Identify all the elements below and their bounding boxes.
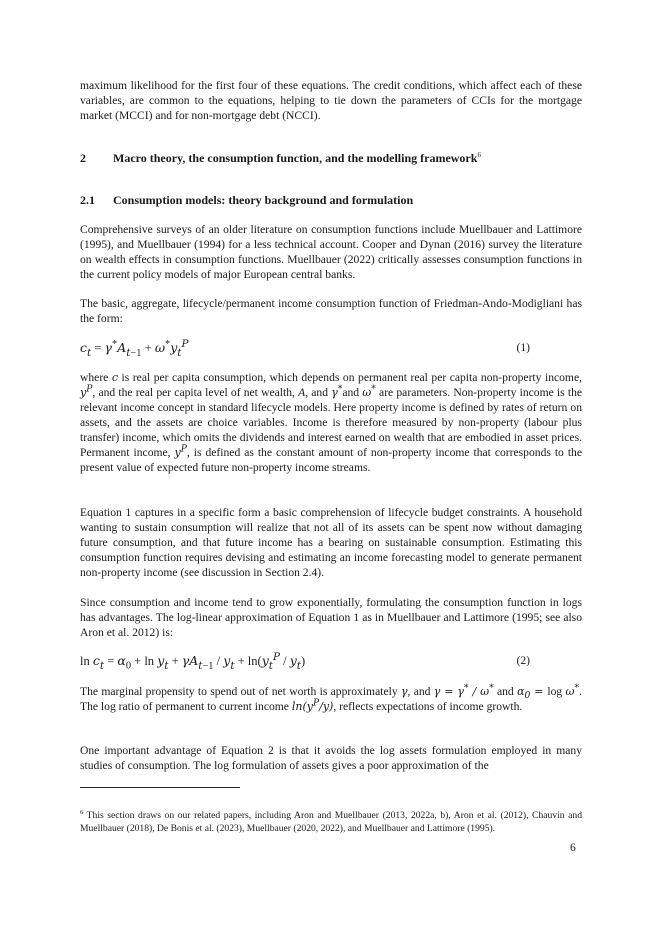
paragraph-marginal: The marginal propensity to spend out of net worth is approximately γ, and γ = γ* / ω* and $\alpha_0 = \log \omega^*$. The log ratio of permanent to current income $\ln(y^P/y)$, reflects expectations of income growth.	[80, 682, 582, 713]
paragraph-intro: maximum likelihood for the first four of these equations. The credit conditions, which affect each of these variables, are common to the equations, helping to tie down the parameters of CCIs for the mortgage market (MCCI) and for non-mortgage debt (NCCI).	[80, 79, 582, 122]
section-title: Macro theory, the consumption function, and the modelling framework	[113, 151, 478, 165]
equation-1-formula: $c_t = \gamma^*A_{t-1} + \omega^*y_t^P$	[80, 337, 189, 359]
footnote-mark: 6	[80, 808, 84, 816]
footnote-text: This section draws on our related papers, including Aron and Muellbauer (2013, 2022a, b), Aron et al. (2012), Chauvin and Muellbauer (2018), De Bonis et al. (2023), Muellbauer (2020, 2022), and Muellbauer and Lattimore (1995).	[80, 810, 582, 834]
section-number: 2.1	[80, 193, 95, 207]
equation-2	[80, 650, 530, 672]
equation-1-number: (1)	[516, 341, 530, 354]
paragraph-equation-1: Equation 1 captures in a specific form a basic comprehension of lifecycle budget constraints. A household wanting to sustain consumption will realize that not all of its assets can be spent now without damaging future consumption, and that future income has a bearing on sustainable consumption. Estimating this consumption function requires devising and estimating an income forecasting model to generate permanent non-property income (see discussion in Section 2.4).	[80, 506, 582, 579]
equation-1	[80, 337, 530, 359]
paragraph-surveys: Comprehensive surveys of an older literature on consumption functions include Muellbauer and Lattimore (1995), and Muellbauer (1994) for a less technical account. Cooper and Dynan (2016) survey the literature on wealth effects in consumption functions. Muellbauer (2022) critically assesses consumption functions in the current policy models of major European central banks.	[80, 223, 582, 281]
section-title: Consumption models: theory background and formulation	[113, 193, 414, 207]
paragraph-where: where c is real per capita consumption, which depends on permanent real per capita non-property income, $y^P$, and the real per capita level of net wealth, A, and γ*and ω* are parameters. Non-property income is the relevant income concept in standard lifecycle models. Here property income is defined by rates of return on assets, and the assets are choice variables. Income is therefore measured by non-property (labour plus transfer) income, which omits the dividends and interest earned on wealth that are embodied in asset prices. Permanent income, $y^P$, is defined as the constant amount of non-property income that corresponds to the present value of expected future non-property income streams.	[80, 371, 583, 474]
footnote-6	[80, 809, 582, 835]
page-number: 6	[570, 841, 576, 854]
equation-2-formula: $\ln c_t = \alpha_0 + \ln y_t + \gamma A_{t-1} / y_t + \ln(y_t^P / y_t)$	[80, 650, 306, 672]
paragraph-basic-form: The basic, aggregate, lifecycle/permanent income consumption function of Friedman-Ando-Modigliani has the form:	[80, 297, 582, 325]
section-2-heading	[80, 151, 481, 166]
paragraph-since: Since consumption and income tend to grow exponentially, formulating the consumption function in logs has advantages. The log-linear approximation of Equation 1 as in Muellbauer and Lattimore (1995; see also Aron et al. 2012) is:	[80, 596, 582, 639]
section-number: 2	[80, 151, 86, 165]
equation-2-number: (2)	[516, 654, 530, 667]
paragraph-advantage: One important advantage of Equation 2 is that it avoids the log assets formulation employed in many studies of consumption. The log formulation of assets gives a poor approximation of the	[80, 744, 582, 772]
footnote-divider	[80, 787, 240, 788]
section-2-1-heading	[80, 193, 413, 208]
footnote-ref[interactable]: 6	[477, 151, 481, 159]
